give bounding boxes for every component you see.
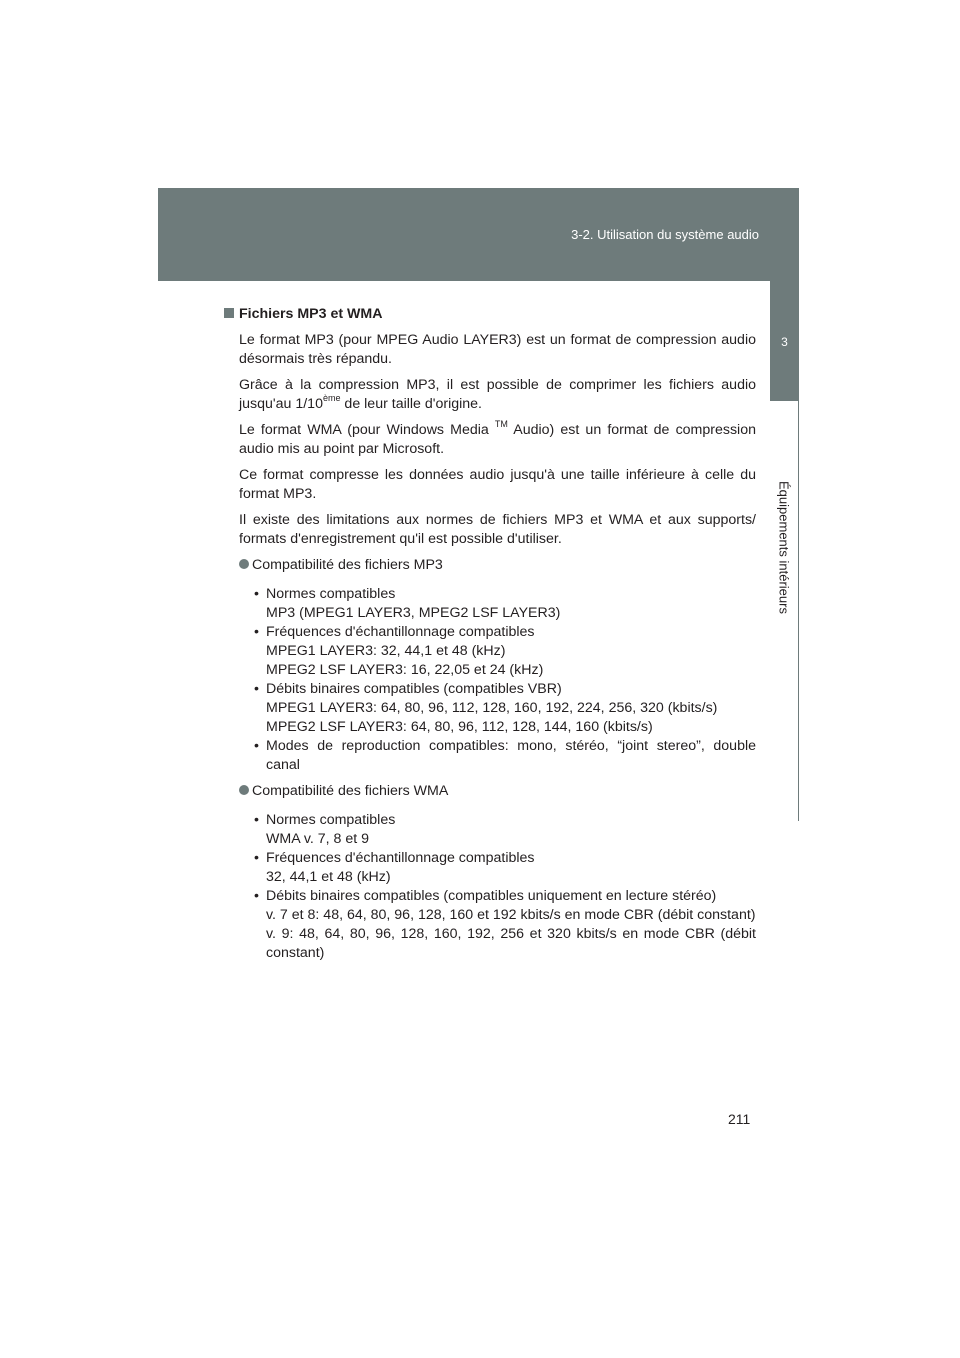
bullet-icon: • [254,586,259,602]
wma-compat-heading [239,782,756,801]
list-item-title: Fréquences d'échantillonnage compatibles [266,850,535,866]
circle-bullet-icon [239,559,249,569]
bullet-icon: • [254,738,259,754]
list-item [254,585,756,623]
list-item-detail: MP3 (MPEG1 LAYER3, MPEG2 LSF LAYER3) [266,605,561,621]
list-item-detail: 32, 44,1 et 48 (kHz) [266,869,391,885]
list-item-detail: v. 7 et 8: 48, 64, 80, 96, 128, 160 et 192 kbits/s en mode CBR (débit constant) [266,907,756,923]
list-item-detail: WMA v. 7, 8 et 9 [266,831,370,847]
page-number: 211 [728,1111,751,1127]
list-item-title: Débits binaires compatibles (compatibles uniquement en lecture stéréo) [266,888,717,904]
list-item [254,849,756,887]
header-band [158,188,799,281]
list-item-title: Normes compatibles [266,812,396,828]
paragraph: Il existe des limitations aux normes de fichiers MP3 et WMA et aux supports/ formats d'enregistrement qu'il est possible d'utiliser. [239,512,756,547]
superscript: ème [322,393,341,403]
wma-heading-text: Compatibilité des fichiers WMA [252,783,449,799]
section-title-text: Fichiers MP3 et WMA [239,306,383,322]
list-item [254,887,756,963]
list-item-detail: MPEG1 LAYER3: 32, 44,1 et 48 (kHz) [266,643,506,659]
list-item [254,680,756,737]
square-bullet-icon [224,308,234,318]
chapter-label: Équipements intérieurs [776,481,792,614]
paragraph-text: de leur taille d'origine. [340,396,482,412]
mp3-compat-list [224,585,756,775]
section-title [224,305,756,324]
list-item [254,737,756,775]
list-item-title: Débits binaires compatibles (compatibles VBR) [266,681,562,697]
section-header-title: 3-2. Utilisation du système audio [571,227,759,242]
list-item [254,811,756,849]
paragraph-text: Grâce à la compression MP3, il est possible de comprimer les fichiers audio jusqu'au 1/10 [239,377,756,412]
list-item-title: Fréquences d'échantillonnage compatibles [266,624,535,640]
page-content [224,305,756,963]
list-item [254,623,756,680]
paragraph [239,421,756,459]
bullet-icon: • [254,850,259,866]
chapter-tab [770,281,799,401]
list-item-detail: MPEG1 LAYER3: 64, 80, 96, 112, 128, 160, 192, 224, 256, 320 (kbits/s) [266,700,718,716]
chapter-number: 3 [781,335,788,349]
bullet-icon: • [254,888,259,904]
bullet-icon: • [254,812,259,828]
paragraph [239,376,756,414]
list-item-detail: v. 9: 48, 64, 80, 96, 128, 160, 192, 256 et 320 kbits/s en mode CBR (débit constant) [266,926,756,961]
mp3-heading-text: Compatibilité des fichiers MP3 [252,557,443,573]
bullet-icon: • [254,624,259,640]
list-item-title: Normes compatibles [266,586,396,602]
list-item-detail: MPEG2 LSF LAYER3: 16, 22,05 et 24 (kHz) [266,662,544,678]
paragraph: Ce format compresse les données audio jusqu'à une taille inférieure à celle du format MP3. [239,467,756,502]
paragraph: Le format MP3 (pour MPEG Audio LAYER3) est un format de compression audio désormais très répandu. [239,332,756,367]
wma-compat-list [224,811,756,963]
list-item-title: Modes de reproduction compatibles: mono, stéréo, “joint stereo”, double canal [266,738,756,773]
superscript: TM [494,419,508,429]
paragraph-text: Le format WMA (pour Windows Media [239,422,495,438]
bullet-icon: • [254,681,259,697]
mp3-compat-heading [239,556,756,575]
circle-bullet-icon [239,785,249,795]
chapter-divider-line [798,401,799,821]
list-item-detail: MPEG2 LSF LAYER3: 64, 80, 96, 112, 128, 144, 160 (kbits/s) [266,719,653,735]
paragraph-text: Audio) est un format de compression audio mis au point par Microsoft. [239,422,756,457]
